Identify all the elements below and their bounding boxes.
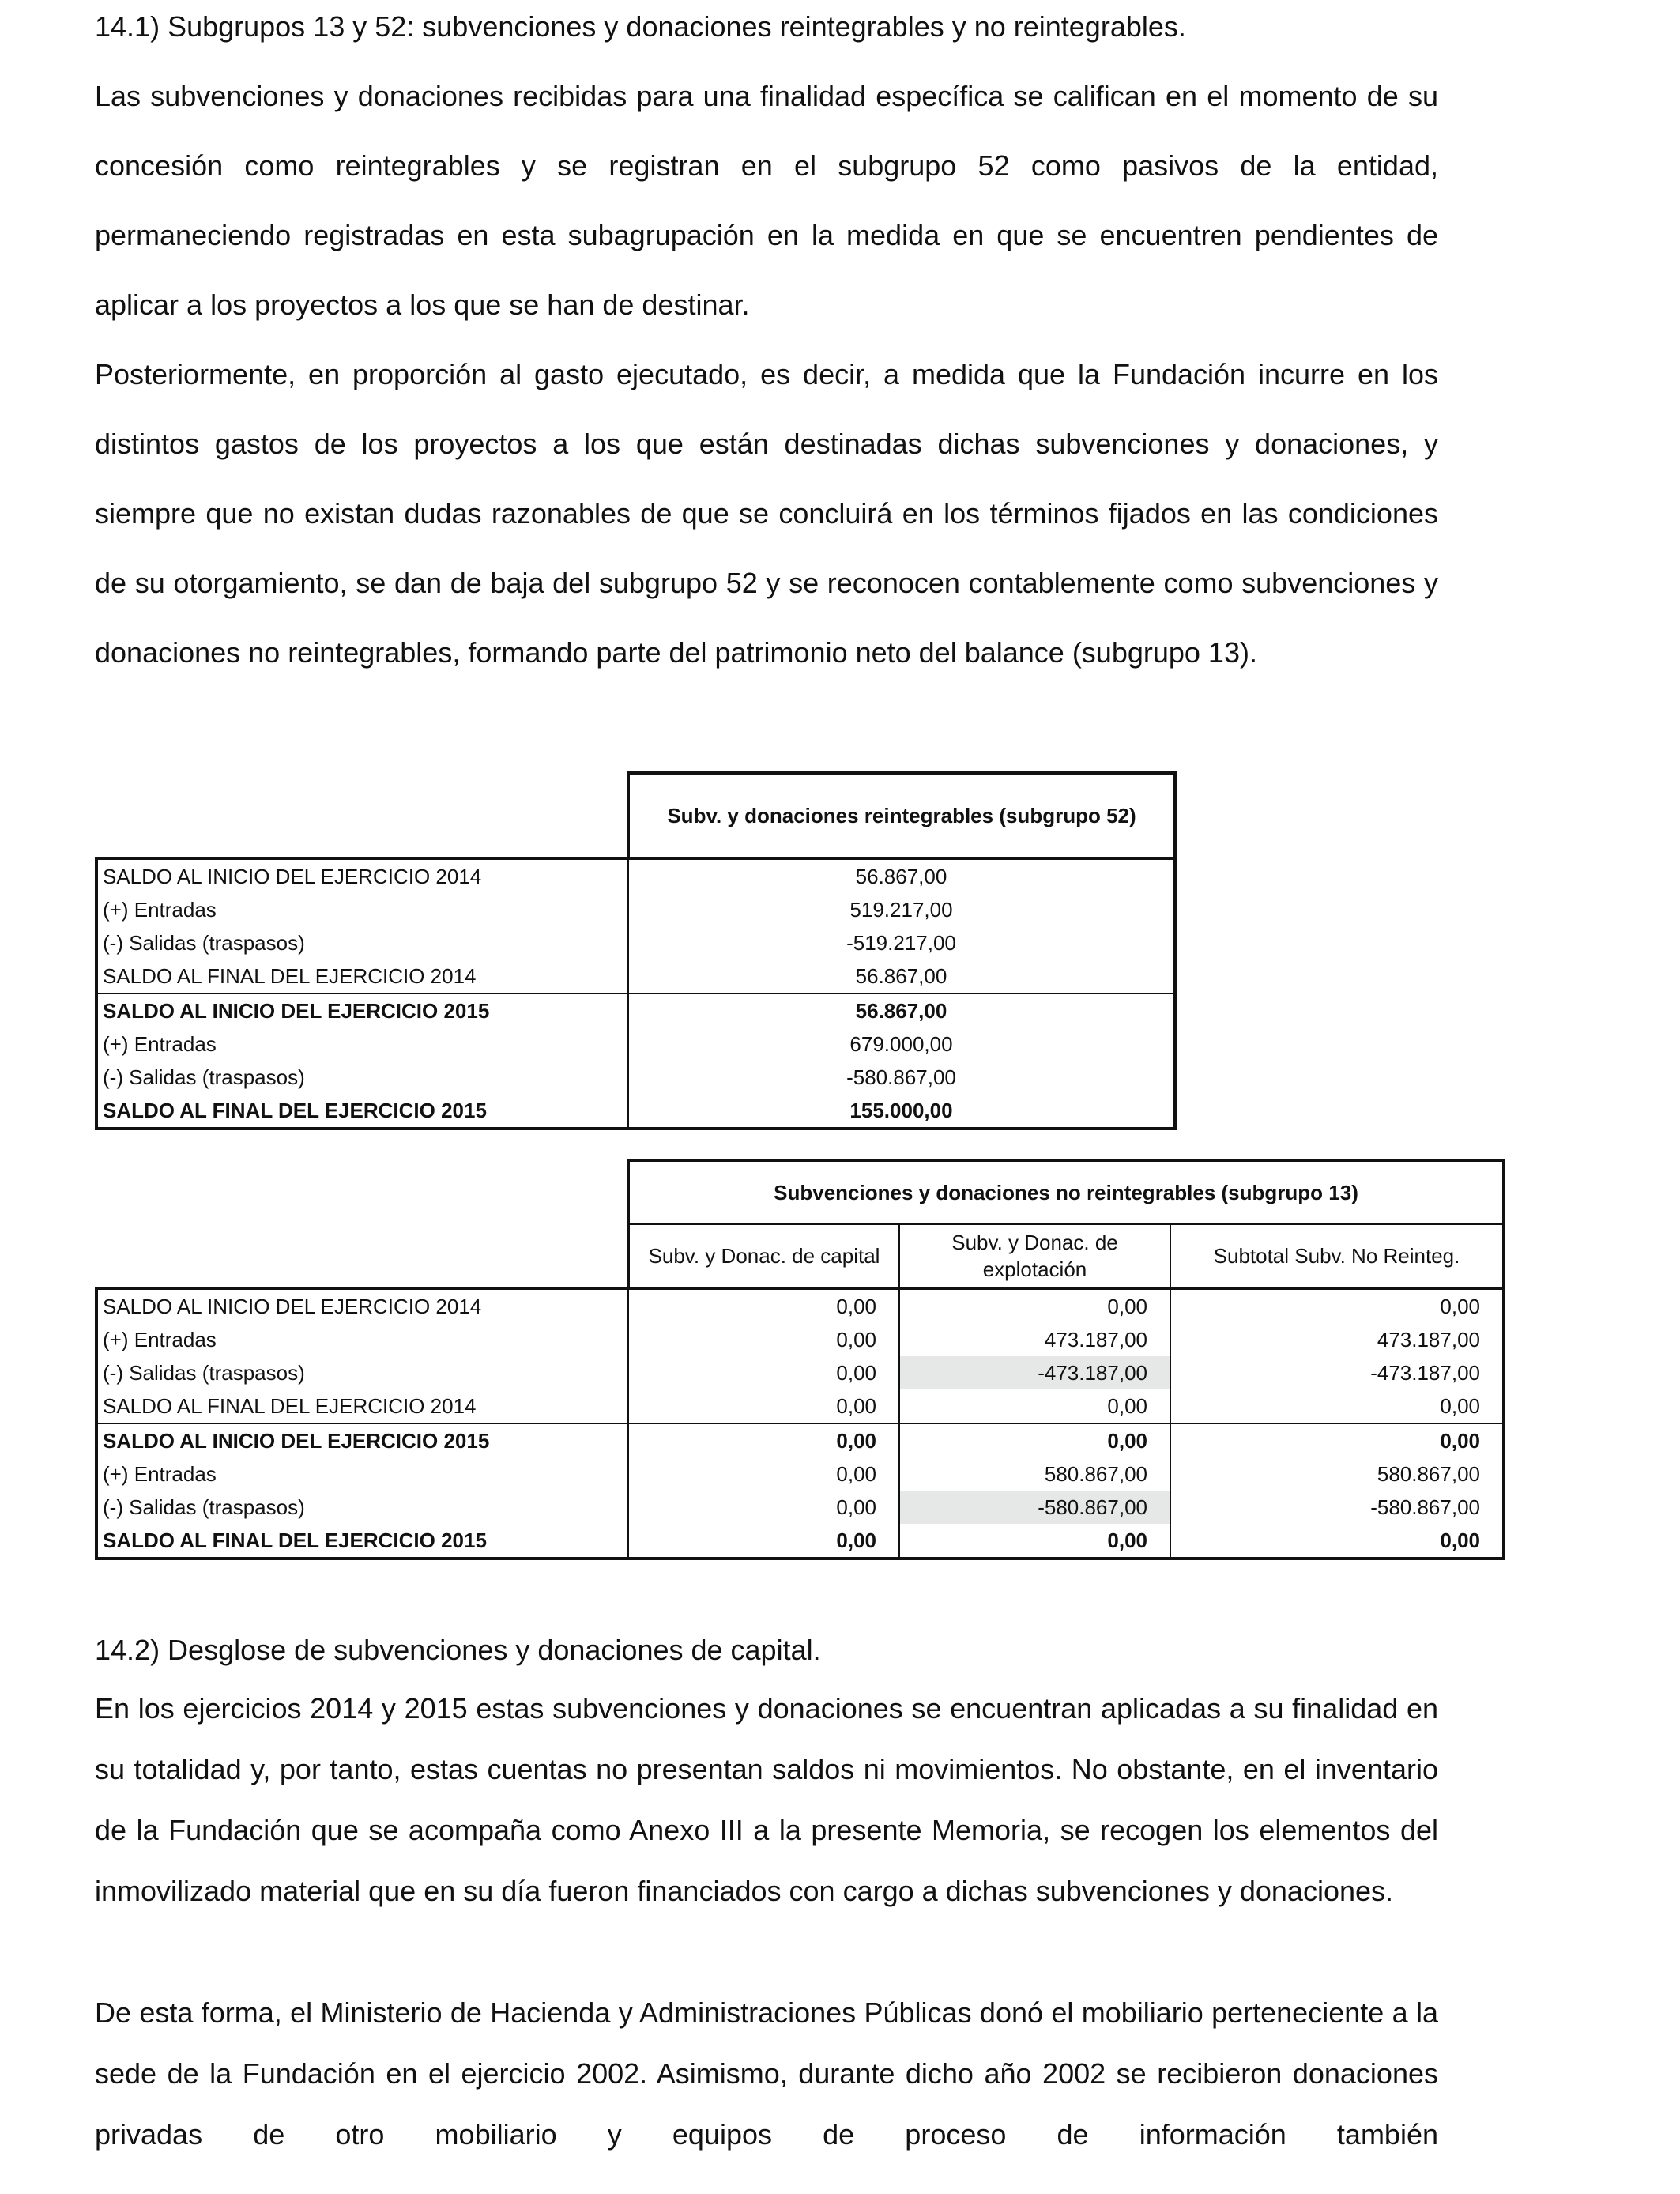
- row-label: (-) Salidas (traspasos): [96, 926, 628, 959]
- cell-subtotal: 580.867,00: [1170, 1457, 1504, 1491]
- row-label: SALDO AL FINAL DEL EJERCICIO 2015: [96, 1094, 628, 1129]
- table-row: [96, 1061, 1175, 1094]
- table-row: [96, 993, 1175, 1027]
- row-label: (-) Salidas (traspasos): [96, 1061, 628, 1094]
- row-value: 56.867,00: [628, 858, 1175, 893]
- cell-subtotal: 0,00: [1170, 1288, 1504, 1323]
- cell-capital: 0,00: [628, 1389, 899, 1423]
- cell-capital: 0,00: [628, 1288, 899, 1323]
- row-value: -519.217,00: [628, 926, 1175, 959]
- section2-paragraph-2: [95, 1982, 1438, 2165]
- table-row: [96, 959, 1175, 993]
- table2-header: Subvenciones y donaciones no reintegrables (subgrupo 13): [628, 1160, 1504, 1224]
- cell-capital: 0,00: [628, 1457, 899, 1491]
- cell-explotacion: -473.187,00: [899, 1356, 1170, 1389]
- table-blank-corner: [96, 1160, 628, 1224]
- row-value: 519.217,00: [628, 893, 1175, 926]
- cell-subtotal: -473.187,00: [1170, 1356, 1504, 1389]
- section1-paragraph-2: [95, 340, 1438, 688]
- cell-explotacion: 0,00: [899, 1288, 1170, 1323]
- paragraph-text: Las subvenciones y donaciones recibidas para una finalidad específica se califican en el momento de su concesión como reintegrables y se registran en el subgrupo 52 como pasivos de la entidad, permaneciendo registradas en esta subagrupación en la medida en que se encuentren pendientes de aplicar a los proyectos a los que se han de destinar.: [95, 80, 1438, 321]
- cell-subtotal: -580.867,00: [1170, 1491, 1504, 1524]
- paragraph-text: En los ejercicios 2014 y 2015 estas subvenciones y donaciones se encuentran aplicadas a su finalidad en su totalidad y, por tanto, estas cuentas no presentan saldos ni movimientos. No obstante, en el inventario de la Fundación que se acompaña como Anexo III a la presente Memoria, se recogen los elementos del inmovilizado material que en su día fueron financiados con cargo a dichas subvenciones y donaciones.: [95, 1692, 1438, 1907]
- cell-explotacion: -580.867,00: [899, 1491, 1170, 1524]
- row-label: SALDO AL INICIO DEL EJERCICIO 2015: [96, 993, 628, 1027]
- row-value: 56.867,00: [628, 993, 1175, 1027]
- row-value: 679.000,00: [628, 1027, 1175, 1061]
- table-row: [96, 893, 1175, 926]
- row-label: SALDO AL INICIO DEL EJERCICIO 2014: [96, 1288, 628, 1323]
- column-header-explotacion: Subv. y Donac. de explotación: [899, 1224, 1170, 1288]
- table-row: [96, 858, 1175, 893]
- row-label: SALDO AL INICIO DEL EJERCICIO 2014: [96, 858, 628, 893]
- cell-capital: 0,00: [628, 1524, 899, 1559]
- cell-capital: 0,00: [628, 1356, 899, 1389]
- table1-header: Subv. y donaciones reintegrables (subgrupo 52): [628, 773, 1175, 858]
- table-row: [96, 926, 1175, 959]
- table-row: [96, 1524, 1504, 1559]
- cell-explotacion: 473.187,00: [899, 1323, 1170, 1356]
- section-heading-14-1: 14.1) Subgrupos 13 y 52: subvenciones y donaciones reintegrables y no reintegrables.: [95, 10, 1186, 43]
- cell-subtotal: 473.187,00: [1170, 1323, 1504, 1356]
- cell-subtotal: 0,00: [1170, 1389, 1504, 1423]
- cell-capital: 0,00: [628, 1323, 899, 1356]
- table-row: [96, 1457, 1504, 1491]
- row-label: (+) Entradas: [96, 1323, 628, 1356]
- row-label: (+) Entradas: [96, 1027, 628, 1061]
- table2-column-headers: [96, 1224, 1504, 1288]
- cell-explotacion: 0,00: [899, 1423, 1170, 1457]
- table-row: [96, 1323, 1504, 1356]
- row-label: SALDO AL INICIO DEL EJERCICIO 2015: [96, 1423, 628, 1457]
- row-label: SALDO AL FINAL DEL EJERCICIO 2014: [96, 1389, 628, 1423]
- table-row: [96, 1356, 1504, 1389]
- cell-subtotal: 0,00: [1170, 1423, 1504, 1457]
- table-row: [96, 1491, 1504, 1524]
- table-row: [96, 1423, 1504, 1457]
- section2-paragraph-1: [95, 1678, 1438, 1921]
- row-label: (-) Salidas (traspasos): [96, 1491, 628, 1524]
- table-row: [96, 1389, 1504, 1423]
- paragraph-text: Posteriormente, en proporción al gasto ejecutado, es decir, a medida que la Fundación incurre en los distintos gastos de los proyectos a los que están destinadas dichas subvenciones y donaciones, y siempre que no existan dudas razonables de que se concluirá en los términos fijados en las condiciones de su otorgamiento, se dan de baja del subgrupo 52 y se reconocen contablemente como subvenciones y donaciones no reintegrables, formando parte del patrimonio neto del balance (subgrupo 13).: [95, 358, 1438, 669]
- section1-paragraph-1: [95, 62, 1438, 340]
- row-value: -580.867,00: [628, 1061, 1175, 1094]
- table-row: [96, 1027, 1175, 1061]
- cell-explotacion: 0,00: [899, 1389, 1170, 1423]
- table-row: [96, 1288, 1504, 1323]
- section-heading-14-2: 14.2) Desglose de subvenciones y donaciones de capital.: [95, 1634, 821, 1666]
- row-label: (+) Entradas: [96, 893, 628, 926]
- column-header-subtotal: Subtotal Subv. No Reinteg.: [1170, 1224, 1504, 1288]
- cell-capital: 0,00: [628, 1491, 899, 1524]
- column-header-capital: Subv. y Donac. de capital: [628, 1224, 899, 1288]
- row-value: 56.867,00: [628, 959, 1175, 993]
- table-subgrupo-52: [95, 771, 1177, 1130]
- row-label: SALDO AL FINAL DEL EJERCICIO 2015: [96, 1524, 628, 1559]
- row-label: SALDO AL FINAL DEL EJERCICIO 2014: [96, 959, 628, 993]
- paragraph-text: De esta forma, el Ministerio de Hacienda y Administraciones Públicas donó el mobiliario perteneciente a la sede de la Fundación en el ejercicio 2002. Asimismo, durante dicho año 2002 se recibieron donaciones privadas de otro mobiliario y equipos de proceso de información también: [95, 1996, 1438, 2151]
- table-blank-corner: [96, 773, 628, 858]
- cell-capital: 0,00: [628, 1423, 899, 1457]
- table-row: [96, 1094, 1175, 1129]
- cell-explotacion: 580.867,00: [899, 1457, 1170, 1491]
- table-blank-corner: [96, 1224, 628, 1288]
- cell-subtotal: 0,00: [1170, 1524, 1504, 1559]
- cell-explotacion: 0,00: [899, 1524, 1170, 1559]
- row-label: (-) Salidas (traspasos): [96, 1356, 628, 1389]
- row-label: (+) Entradas: [96, 1457, 628, 1491]
- table-subgrupo-13: [95, 1159, 1505, 1560]
- row-value: 155.000,00: [628, 1094, 1175, 1129]
